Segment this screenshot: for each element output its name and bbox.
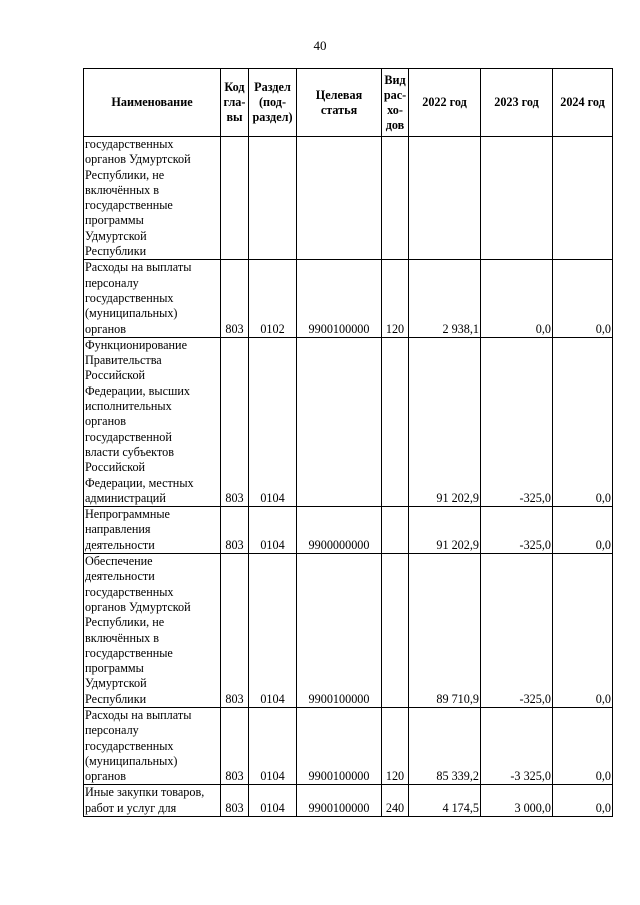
cell-name: государственных органов Удмуртской Республики, не включённых в государственные программы Удмуртской Республики [84, 137, 221, 260]
cell-2024 [553, 137, 613, 260]
cell-chapter [221, 137, 249, 260]
cell-2022: 91 202,9 [409, 337, 481, 506]
cell-2022: 2 938,1 [409, 260, 481, 337]
table-row [84, 507, 613, 554]
cell-name: Функционирование Правительства Российской Федерации, высших исполнительных органов государственной власти субъектов Российской Федерации, местных администраций [84, 337, 221, 506]
cell-name: Непрограммные направления деятельности [84, 507, 221, 554]
cell-chapter: 803 [221, 337, 249, 506]
table-body [84, 137, 613, 817]
cell-section: 0104 [249, 507, 297, 554]
cell-2023: -325,0 [481, 507, 553, 554]
cell-name: Расходы на выплаты персоналу государственных (муниципальных) органов [84, 707, 221, 784]
table-row [84, 707, 613, 784]
cell-chapter: 803 [221, 707, 249, 784]
table-row [84, 337, 613, 506]
cell-expense-type [382, 137, 409, 260]
col-header-2024: 2024 год [553, 69, 613, 137]
header-row [84, 69, 613, 137]
cell-expense-type: 120 [382, 260, 409, 337]
cell-2023: 0,0 [481, 260, 553, 337]
table-row [84, 137, 613, 260]
cell-section: 0104 [249, 554, 297, 708]
cell-2022: 89 710,9 [409, 554, 481, 708]
cell-2022: 91 202,9 [409, 507, 481, 554]
col-header-expense-type: Вид рас- хо- дов [382, 69, 409, 137]
cell-chapter: 803 [221, 785, 249, 817]
cell-target [297, 137, 382, 260]
cell-2024: 0,0 [553, 554, 613, 708]
table-row [84, 260, 613, 337]
col-header-chapter: Код гла- вы [221, 69, 249, 137]
cell-expense-type [382, 554, 409, 708]
cell-2024: 0,0 [553, 707, 613, 784]
cell-expense-type: 240 [382, 785, 409, 817]
col-header-section: Раздел (под- раздел) [249, 69, 297, 137]
table-row [84, 785, 613, 817]
cell-2022: 85 339,2 [409, 707, 481, 784]
cell-2024: 0,0 [553, 337, 613, 506]
cell-target: 9900000000 [297, 507, 382, 554]
cell-2023: 3 000,0 [481, 785, 553, 817]
cell-expense-type [382, 507, 409, 554]
cell-target: 9900100000 [297, 707, 382, 784]
cell-section: 0104 [249, 785, 297, 817]
cell-2023: -325,0 [481, 337, 553, 506]
cell-2023 [481, 137, 553, 260]
col-header-name: Наименование [84, 69, 221, 137]
cell-name: Расходы на выплаты персоналу государственных (муниципальных) органов [84, 260, 221, 337]
cell-2022 [409, 137, 481, 260]
page-number: 40 [313, 38, 327, 53]
col-header-2022: 2022 год [409, 69, 481, 137]
col-header-2023: 2023 год [481, 69, 553, 137]
budget-table [83, 68, 613, 817]
cell-target: 9900100000 [297, 785, 382, 817]
cell-section: 0104 [249, 707, 297, 784]
cell-2024: 0,0 [553, 260, 613, 337]
cell-2022: 4 174,5 [409, 785, 481, 817]
cell-expense-type: 120 [382, 707, 409, 784]
cell-name: Обеспечение деятельности государственных органов Удмуртской Республики, не включённых в государственные программы Удмуртской Республики [84, 554, 221, 708]
cell-2024: 0,0 [553, 785, 613, 817]
cell-target: 9900100000 [297, 554, 382, 708]
cell-expense-type [382, 337, 409, 506]
cell-name: Иные закупки товаров, работ и услуг для [84, 785, 221, 817]
cell-2024: 0,0 [553, 507, 613, 554]
cell-chapter: 803 [221, 260, 249, 337]
col-header-target: Целевая статья [297, 69, 382, 137]
cell-target [297, 337, 382, 506]
table-row [84, 554, 613, 708]
cell-chapter: 803 [221, 507, 249, 554]
cell-section: 0102 [249, 260, 297, 337]
cell-target: 9900100000 [297, 260, 382, 337]
cell-2023: -325,0 [481, 554, 553, 708]
cell-section: 0104 [249, 337, 297, 506]
cell-chapter: 803 [221, 554, 249, 708]
cell-section [249, 137, 297, 260]
cell-2023: -3 325,0 [481, 707, 553, 784]
